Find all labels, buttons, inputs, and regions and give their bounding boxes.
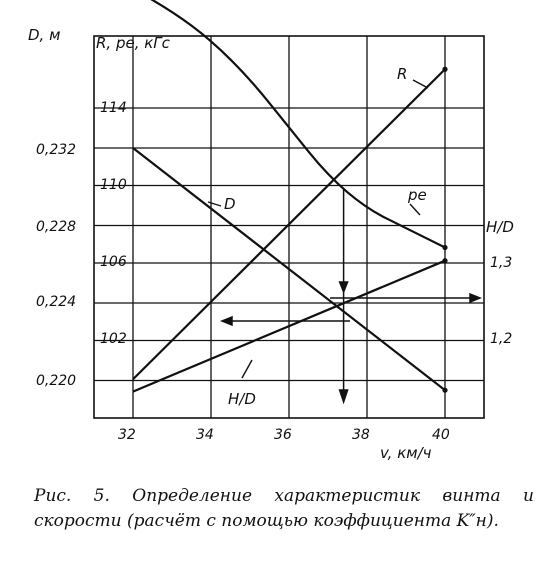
arrow-left [222,317,232,325]
guide-arrows [222,188,480,402]
curve-endpoint [442,245,447,250]
d-tick-label: 0,220 [36,373,77,389]
d-tick-label: 0,228 [36,219,77,235]
pe-curve-label: pe [408,186,427,204]
curves [121,0,447,393]
curve-endpoint [442,67,447,72]
h-d-curve-label: H/D [228,390,256,408]
d-label-leader [208,202,221,206]
x-tick-label: 32 [118,427,136,443]
d-axis-title: D, м [28,26,61,44]
arrow-down [340,282,348,292]
r-pe-tick-label: 110 [100,177,127,193]
h-d-tick-label: 1,3 [490,255,513,271]
d-tick-label: 0,232 [36,142,77,158]
arrow-right [470,294,480,302]
x-tick-label: 38 [352,427,370,443]
x-tick-label: 36 [274,427,292,443]
curve-endpoint [442,388,447,393]
r-pe-axis-title: R, pe, кГс [96,34,170,52]
x-axis-title: v, км/ч [380,444,432,462]
x-tick-label: 40 [432,427,450,443]
r-pe-tick-label: 114 [100,100,127,116]
x-tick-label: 34 [196,427,214,443]
h-d-axis-title: H/D [486,218,514,236]
d-tick-label: 0,224 [36,294,77,310]
r-curve-label: R [397,65,408,83]
h-d-label-leader [242,360,252,378]
curve-endpoint [442,258,447,263]
r-pe-tick-label: 106 [100,254,127,270]
pe-label-leader [410,204,420,215]
d-curve-label: D [224,195,236,213]
r-pe-tick-label: 102 [100,331,127,347]
figure-caption: Рис. 5. Определение характеристик винта и скорости (расчёт с помощью коэффициента K″н). [34,486,534,531]
r-label-leader [413,80,428,88]
arrow-down [340,390,348,402]
h-d-tick-label: 1,2 [490,331,513,347]
